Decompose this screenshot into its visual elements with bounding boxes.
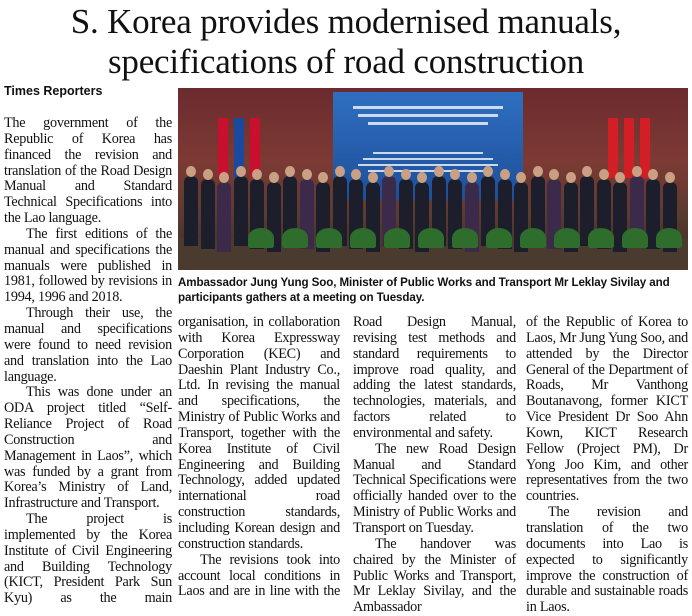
photo-caption: Ambassador Jung Yung Soo, Minister of Public Works and Transport Mr Leklay Sivilay and participants gathers at a meeting on Tuesday. xyxy=(178,276,670,304)
potted-plant xyxy=(622,228,648,248)
article-photo xyxy=(178,88,688,270)
headline-line-1: S. Korea provides modernised manuals, xyxy=(70,2,622,41)
person-figure xyxy=(184,176,198,246)
headline-line-2: specifications of road construction xyxy=(107,42,585,81)
potted-plant xyxy=(384,228,410,248)
article-paragraph: The revision and translation of the two documents into Lao is expected to significantly improve the construction of durable and sustainable roads in Laos. xyxy=(526,504,688,616)
potted-plant xyxy=(316,228,342,248)
potted-plant xyxy=(282,228,308,248)
potted-plant xyxy=(418,228,444,248)
potted-plant xyxy=(452,228,478,248)
headline xyxy=(0,2,692,82)
person-figure xyxy=(234,176,248,246)
article-paragraph: Through their use, the manual and specifications were found to need revision and translation into the Lao language. xyxy=(4,305,172,385)
article-column-1 xyxy=(4,116,172,607)
article-column-4 xyxy=(526,315,688,616)
article-paragraph: The handover was chaired by the Minister of Public Works and Transport, Mr Leklay Sivilay, and the Ambassador xyxy=(353,535,516,616)
article-paragraph: The project is implemented by the Korea Institute of Civil Engineering and Building Technology (KICT, President Park Sun Kyu) as the main xyxy=(4,511,172,607)
article-paragraph: The new Road Design Manual and Standard Technical Specifications were officially handed over to the Ministry of Public Works and Transport on Tuesday. xyxy=(353,440,516,536)
potted-plant xyxy=(588,228,614,248)
potted-plant xyxy=(554,228,580,248)
potted-plant xyxy=(520,228,546,248)
article-paragraph: The revisions took into account local conditions in Laos and are in line with the xyxy=(178,551,340,600)
person-figure xyxy=(201,179,215,249)
article-paragraph: The first editions of the manual and specifications the manuals were published in 1981, followed by revisions in 1994, 1996 and 2018. xyxy=(4,225,172,306)
byline: Times Reporters xyxy=(4,84,103,98)
article-paragraph: of the Republic of Korea to Laos, Mr Jung Yung Soo, and attended by the Director General of the Department of Roads, Mr Vanthong Boutanavong, former KICT Vice President Dr Soo Ahn Kown, KICT Research Fellow (Project PM), Dr Yong Joo Kim, and other representatives from the two countries. xyxy=(526,314,688,505)
article-column-3 xyxy=(353,315,516,616)
potted-plant xyxy=(350,228,376,248)
potted-plant xyxy=(248,228,274,248)
article-paragraph: Road Design Manual, revising test methods and standard requirements to improve road quality, and adding the latest standards, technologies, materials, and factors related to environmental and safety. xyxy=(353,314,516,441)
potted-plant xyxy=(486,228,512,248)
article-column-2 xyxy=(178,315,340,600)
potted-plant xyxy=(656,228,682,248)
article-paragraph: This was done under an ODA project titled “Self-Reliance Project of Road Construction and Management in Laos”, which was funded by a grant from Korea’s Ministry of Land, Infrastructure and Transport. xyxy=(4,384,172,512)
article-paragraph: organisation, in collaboration with Korea Expressway Corporation (KEC) and Daeshin Plant Industry Co., Ltd. In revising the manual and specifications, the Ministry of Public Works and Transport, together with the Korea Institute of Civil Engineering and Building Technology, added updated international road construction standards, including Korean design and construction standards. xyxy=(178,314,340,552)
person-figure xyxy=(217,182,231,252)
article-paragraph: The government of the Republic of Korea has financed the revision and translation of the Road Design Manual and Standard Technical Specifications into the Lao language. xyxy=(4,115,172,227)
